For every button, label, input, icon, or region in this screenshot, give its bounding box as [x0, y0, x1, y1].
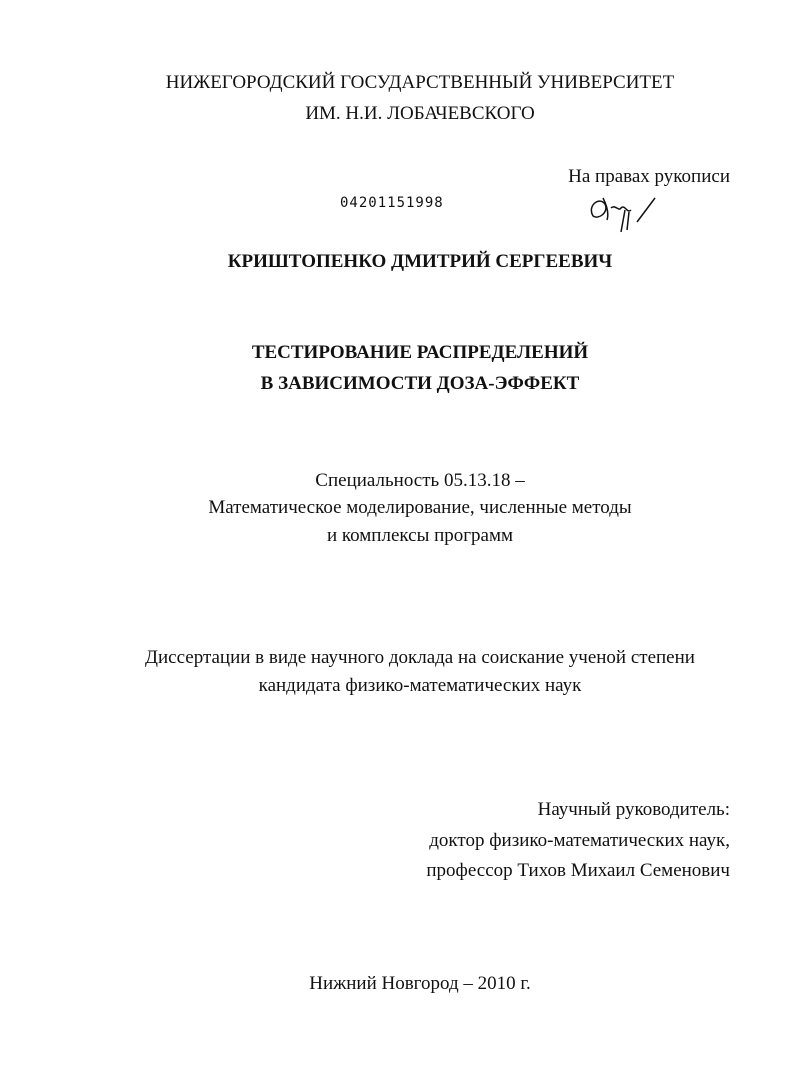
- specialty-name: Математическое моделирование, численные методы: [208, 497, 632, 518]
- degree-line2: кандидата физико-математических наук: [258, 675, 582, 696]
- footer-place-year: Нижний Новгород – 2010 г.: [309, 973, 531, 994]
- signature: [585, 186, 665, 236]
- manuscript-rights: На правах рукописи: [568, 166, 730, 187]
- document-number: 04201151998: [340, 195, 444, 211]
- supervisor-degree: доктор физико-математических наук,: [429, 830, 730, 851]
- title-line2: В ЗАВИСИМОСТИ ДОЗА-ЭФФЕКТ: [260, 373, 580, 394]
- author-name: КРИШТОПЕНКО ДМИТРИЙ СЕРГЕЕВИЧ: [227, 251, 613, 272]
- title-line1: ТЕСТИРОВАНИЕ РАСПРЕДЕЛЕНИЙ: [251, 342, 589, 363]
- specialty-name-cont: и комплексы программ: [326, 525, 514, 546]
- specialty-code: Специальность 05.13.18 –: [315, 470, 525, 491]
- university-name: НИЖЕГОРОДСКИЙ ГОСУДАРСТВЕННЫЙ УНИВЕРСИТЕТ: [165, 72, 675, 93]
- university-dedication: ИМ. Н.И. ЛОБАЧЕВСКОГО: [305, 103, 535, 124]
- supervisor-name: профессор Тихов Михаил Семенович: [426, 860, 730, 881]
- supervisor-label: Научный руководитель:: [537, 799, 730, 820]
- degree-line1: Диссертации в виде научного доклада на соискание ученой степени: [145, 647, 695, 668]
